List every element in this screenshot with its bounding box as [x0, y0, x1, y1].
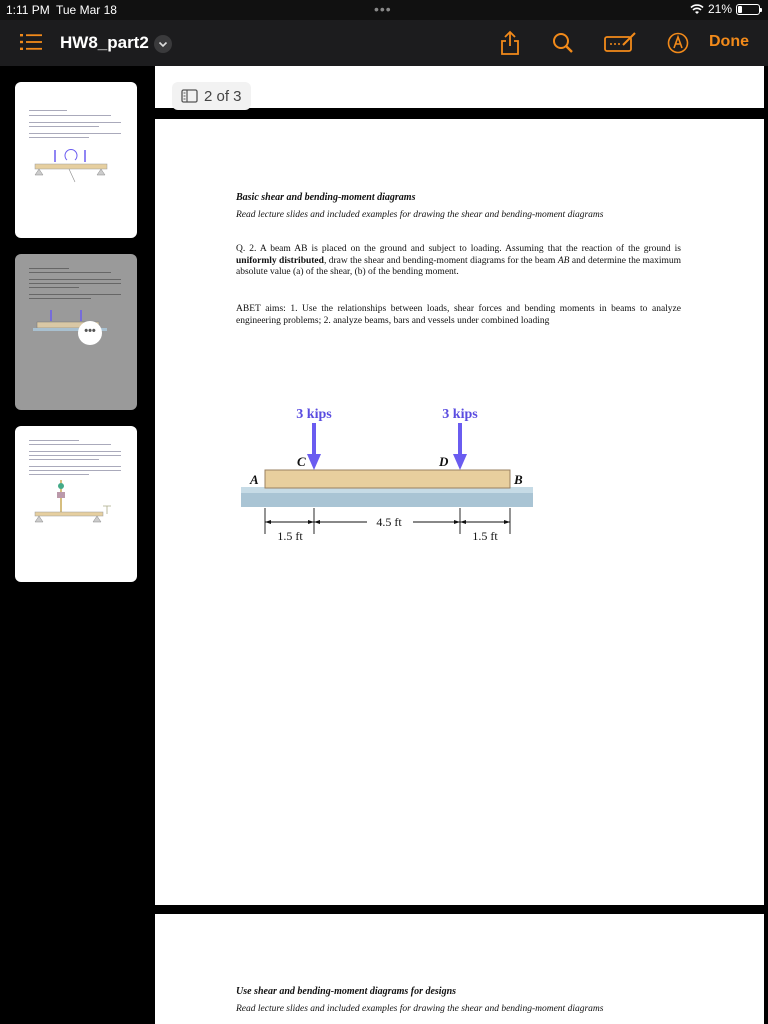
status-time: 1:11 PM — [6, 3, 50, 17]
more-options-button[interactable]: ••• — [78, 321, 102, 345]
load-label-d: 3 kips — [442, 407, 478, 422]
multitasking-dots-icon[interactable]: ••• — [374, 1, 392, 17]
status-bar — [0, 0, 768, 20]
battery-fill — [738, 6, 742, 13]
load-label-c: 3 kips — [296, 407, 332, 422]
beam-ab — [265, 470, 510, 488]
chevron-down-icon — [154, 35, 172, 53]
search-icon[interactable] — [551, 31, 575, 55]
status-right — [690, 2, 760, 16]
page3-subheading: Read lecture slides and included examples for drawing the shear and bending-moment diagrams — [236, 1004, 604, 1014]
point-label-d: D — [439, 454, 449, 469]
page3-heading: Use shear and bending-moment diagrams for designs — [236, 986, 457, 997]
wifi-icon — [690, 4, 704, 15]
dim-label-right: 1.5 ft — [472, 529, 498, 543]
page-2 — [155, 119, 764, 905]
page-counter-text: 2 of 3 — [204, 87, 242, 105]
page-thumbnail-1[interactable] — [15, 82, 137, 238]
thumbnail-beam-figure — [31, 142, 111, 190]
page-thumbnail-3[interactable] — [15, 426, 137, 582]
page2-subheading: Read lecture slides and included examples for drawing the shear and bending-moment diagrams — [236, 210, 604, 220]
page-3 — [155, 914, 764, 1024]
page2-abet: ABET aims: 1. Use the relationships between loads, shear forces and bending moments in beams to analyze engineering problems; 2. analyze beams, bars and vessels under combined loading — [236, 304, 681, 326]
point-label-b: B — [514, 472, 523, 487]
document-title[interactable]: HW8_part2 — [60, 33, 149, 52]
document-viewer[interactable] — [155, 66, 768, 1024]
page-thumbnails-sidebar — [0, 66, 155, 1024]
point-label-a: A — [250, 472, 259, 487]
battery-percent: 21% — [707, 2, 732, 16]
point-label-c: C — [297, 454, 306, 469]
title-menu-button[interactable] — [154, 35, 172, 53]
status-date: Tue Mar 18 — [56, 3, 117, 17]
beam-figure — [235, 394, 545, 564]
page2-question: Q. 2. A beam AB is placed on the ground and subject to loading. Assuming that the reaction of the ground is uniformly distributed, draw the shear and bending-moment diagrams for the beam AB and determine the maximum absolute value (a) of the shear, (b) of the bending moment. — [236, 244, 681, 277]
autofill-icon[interactable] — [667, 32, 689, 54]
toolbar — [0, 20, 768, 66]
done-button[interactable]: Done — [709, 33, 749, 50]
battery-icon — [736, 4, 760, 15]
thumbnail-beam-figure — [31, 478, 115, 528]
page2-heading: Basic shear and bending-moment diagrams — [236, 192, 416, 203]
page-thumbnail-2-selected[interactable] — [15, 254, 137, 410]
list-icon[interactable] — [20, 32, 42, 52]
markup-icon[interactable] — [603, 31, 637, 53]
dim-label-middle: 4.5 ft — [376, 515, 402, 529]
page-counter — [172, 82, 251, 110]
share-icon[interactable] — [499, 30, 521, 56]
page-icon — [181, 89, 198, 103]
dim-label-left: 1.5 ft — [277, 529, 303, 543]
